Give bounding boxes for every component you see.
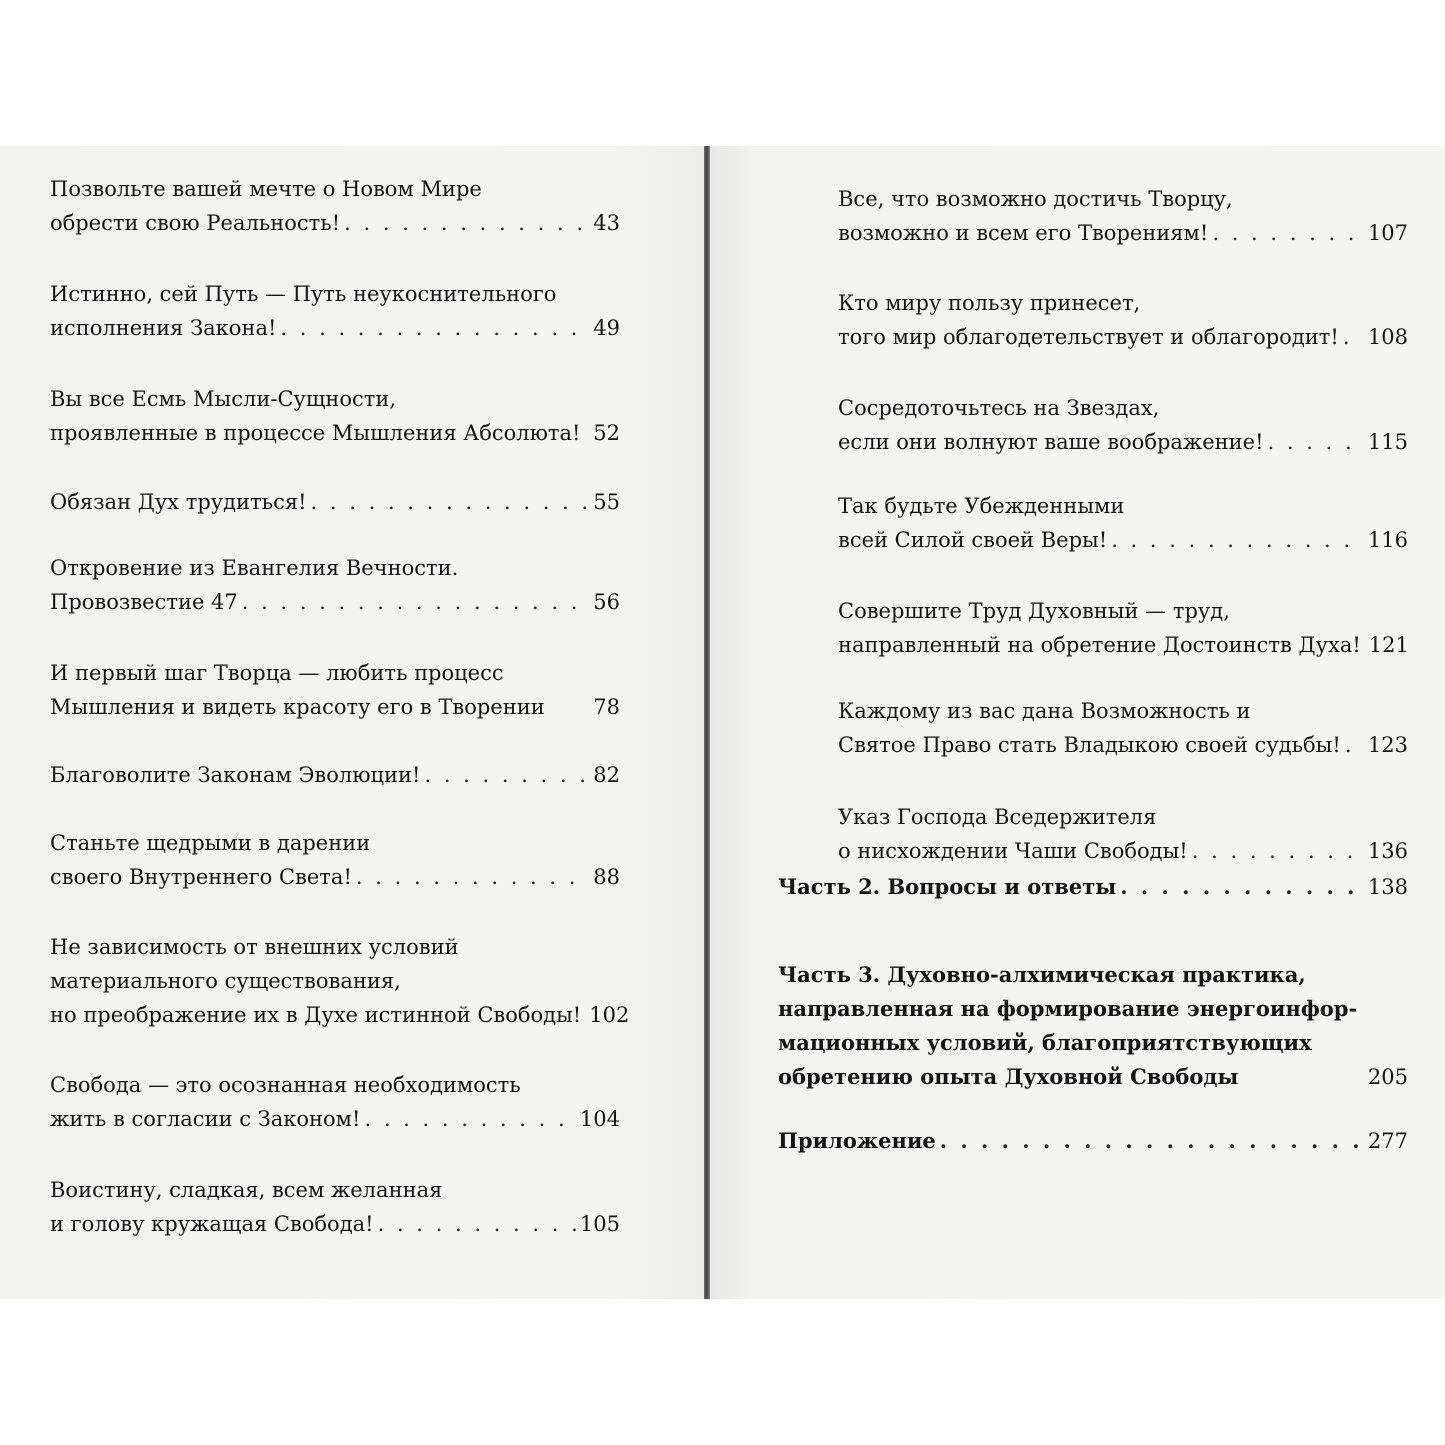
page-number: 78 xyxy=(593,695,620,719)
entry-line: Позвольте вашей мечте о Новом Мире xyxy=(50,177,482,201)
entry-line: Приложение xyxy=(778,1128,936,1153)
entry-line: и голову кружащая Свобода! xyxy=(50,1212,374,1236)
entry-line: обрести свою Реальность! xyxy=(50,211,341,235)
entry-line: обретению опыта Духовной Свободы xyxy=(778,1064,1239,1089)
page-number: 138 xyxy=(1367,875,1408,899)
entry-line: Все, что возможно достичь Творцу, xyxy=(838,187,1233,211)
page-number: 123 xyxy=(1367,733,1408,757)
toc-entry xyxy=(778,870,1408,904)
page-number: 121 xyxy=(1368,633,1409,657)
entry-line: Часть 3. Духовно-алхимическая практика, xyxy=(778,962,1306,987)
toc-entry xyxy=(50,172,620,240)
leader-dots xyxy=(1345,728,1364,762)
entry-line: Благоволите Законам Эволюции! xyxy=(50,763,421,787)
entry-line: Святое Право стать Владыкою своей судьбы! xyxy=(838,733,1341,757)
toc-entry xyxy=(50,930,630,1032)
page-number: 105 xyxy=(579,1212,620,1236)
book-spine xyxy=(704,146,710,1299)
page-number: 43 xyxy=(593,211,620,235)
entry-line: Совершите Труд Духовный — труд, xyxy=(838,599,1230,623)
entry-line: всей Силой своей Веры! xyxy=(838,528,1108,552)
entry-line: И первый шаг Творца — любить процесс xyxy=(50,661,504,685)
leader-dots xyxy=(344,206,589,240)
page-number: 82 xyxy=(593,763,620,787)
book-spread xyxy=(0,146,1445,1299)
page-number: 52 xyxy=(593,421,620,445)
page-number: 277 xyxy=(1367,1129,1408,1153)
leader-dots xyxy=(242,585,589,619)
entry-line: Свобода — это осознанная необходимость xyxy=(50,1073,521,1097)
leader-dots xyxy=(424,758,589,792)
entry-line: Часть 2. Вопросы и ответы xyxy=(778,874,1117,899)
toc-entry xyxy=(838,800,1408,868)
toc-entry xyxy=(50,551,620,619)
entry-line: Каждому из вас дана Возможность и xyxy=(838,699,1251,723)
leader-dots xyxy=(280,311,589,345)
entry-line: того мир облагодетельствует и облагородит! xyxy=(838,325,1339,349)
entry-line: направленный на обретение Достоинств Духа! xyxy=(838,633,1361,657)
entry-line: жить в согласии с Законом! xyxy=(50,1107,361,1131)
entry-line: Не зависимость от внешних условий xyxy=(50,935,459,959)
page-number: 108 xyxy=(1367,325,1408,349)
entry-line: Так будьте Убежденными xyxy=(838,494,1125,518)
page-number: 55 xyxy=(593,490,620,514)
leader-dots xyxy=(1120,870,1364,904)
leader-dots xyxy=(1343,320,1364,354)
leader-dots xyxy=(364,1102,575,1136)
entry-line: материального существования, xyxy=(50,969,401,993)
toc-entry xyxy=(838,286,1408,354)
entry-line: Вы все Есмь Мысли-Сущности, xyxy=(50,387,397,411)
page-number: 102 xyxy=(589,1003,630,1027)
toc-entry xyxy=(50,826,620,894)
toc-entry xyxy=(838,594,1408,662)
entry-line: проявленные в процессе Мышления Абсолюта! xyxy=(50,421,581,445)
page-number: 107 xyxy=(1367,221,1408,245)
toc-entry xyxy=(50,277,620,345)
leader-dots xyxy=(940,1124,1364,1158)
entry-line: Станьте щедрыми в дарении xyxy=(50,831,371,855)
entry-line: Откровение из Евангелия Вечности. xyxy=(50,556,459,580)
toc-entry xyxy=(778,958,1408,1094)
toc-entry xyxy=(50,485,620,519)
page-number: 104 xyxy=(579,1107,620,1131)
entry-line: своего Внутреннего Света! xyxy=(50,865,352,889)
toc-entry xyxy=(838,694,1408,762)
entry-line: возможно и всем его Творениям! xyxy=(838,221,1209,245)
entry-line: направленная на формирование энергоинфор- xyxy=(778,996,1358,1021)
leader-dots xyxy=(356,860,589,894)
entry-line: Истинно, сей Путь — Путь неукоснительного xyxy=(50,282,557,306)
entry-line: Мышления и видеть красоту его в Творении xyxy=(50,695,545,719)
toc-entry xyxy=(50,758,620,792)
leader-dots xyxy=(1212,216,1364,250)
toc-entry xyxy=(50,1173,620,1241)
leader-dots xyxy=(378,1207,576,1241)
leader-dots xyxy=(311,485,590,519)
entry-line: исполнения Закона! xyxy=(50,316,277,340)
page-number: 136 xyxy=(1367,839,1408,863)
entry-line: Обязан Дух трудиться! xyxy=(50,490,307,514)
entry-line: Воистину, сладкая, всем желанная xyxy=(50,1178,443,1202)
toc-entry xyxy=(838,182,1408,250)
toc-entry xyxy=(838,489,1408,557)
entry-line: мационных условий, благоприятствующих xyxy=(778,1030,1312,1055)
toc-entry xyxy=(50,656,620,724)
page-number: 116 xyxy=(1367,528,1408,552)
right-page xyxy=(708,146,1445,1299)
entry-line: о нисхождении Чаши Свободы! xyxy=(838,839,1188,863)
toc-entry xyxy=(778,1124,1408,1158)
page-number: 205 xyxy=(1367,1065,1408,1089)
page-number: 88 xyxy=(593,865,620,889)
leader-dots xyxy=(1111,523,1364,557)
page-number: 49 xyxy=(593,316,620,340)
entry-line: Провозвестие 47 xyxy=(50,590,238,614)
page-number: 56 xyxy=(593,590,620,614)
entry-line: но преображение их в Духе истинной Свободы! xyxy=(50,1003,582,1027)
left-page xyxy=(0,146,708,1299)
entry-line: Указ Господа Вседержителя xyxy=(838,805,1157,829)
toc-entry xyxy=(50,1068,620,1136)
entry-line: Сосредоточьтесь на Звездах, xyxy=(838,396,1160,420)
page-number: 115 xyxy=(1367,430,1408,454)
entry-line: Кто миру пользу принесет, xyxy=(838,291,1141,315)
entry-line: если они волнуют ваше воображение! xyxy=(838,430,1264,454)
leader-dots xyxy=(1192,834,1364,868)
leader-dots xyxy=(1268,425,1364,459)
toc-entry xyxy=(838,391,1408,459)
toc-entry xyxy=(50,382,620,450)
